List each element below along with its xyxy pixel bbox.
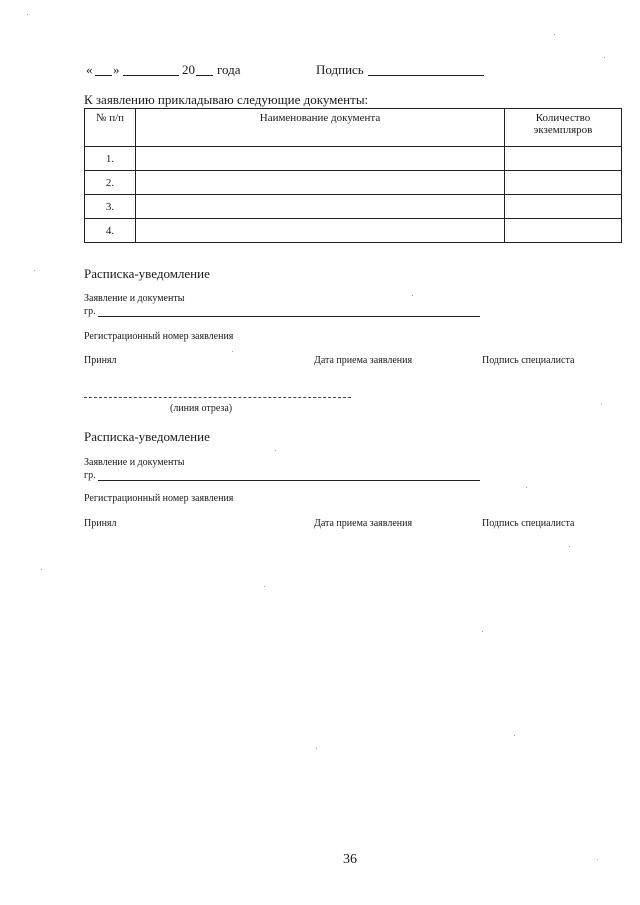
row-count[interactable] xyxy=(505,219,622,243)
header-number: № п/п xyxy=(85,109,136,147)
attachments-table xyxy=(84,108,622,243)
docs-label: Заявление и документы xyxy=(84,457,185,468)
cut-line-label: (линия отреза) xyxy=(170,403,233,414)
row-count[interactable] xyxy=(505,171,622,195)
specialist-signature-label: Подпись специалиста xyxy=(482,518,575,529)
quote-close: » xyxy=(113,62,120,77)
citizen-prefix: гр. xyxy=(84,470,96,481)
year-blank[interactable] xyxy=(196,75,213,76)
reg-number-label: Регистрационный номер заявления xyxy=(84,493,234,504)
month-blank[interactable] xyxy=(123,75,179,76)
day-blank[interactable] xyxy=(95,75,112,76)
receipt-title: Расписка-уведомление xyxy=(84,266,210,281)
row-doc-name[interactable] xyxy=(136,147,505,171)
row-doc-name[interactable] xyxy=(136,195,505,219)
row-number: 4. xyxy=(85,219,136,243)
table-row xyxy=(85,219,622,243)
reg-number-label: Регистрационный номер заявления xyxy=(84,331,234,342)
row-count[interactable] xyxy=(505,147,622,171)
date-received-label: Дата приема заявления xyxy=(314,355,413,366)
signature-label: Подпись xyxy=(316,62,364,77)
year-suffix: года xyxy=(217,62,241,77)
table-header-row xyxy=(85,109,622,147)
row-doc-name[interactable] xyxy=(136,171,505,195)
citizen-name-blank[interactable] xyxy=(98,480,480,481)
cut-line xyxy=(84,397,351,398)
row-number: 1. xyxy=(85,147,136,171)
quote-open: « xyxy=(86,62,93,77)
specialist-signature-label: Подпись специалиста xyxy=(482,355,575,366)
row-number: 2. xyxy=(85,171,136,195)
page-number: 36 xyxy=(343,852,357,867)
header-doc-name: Наименование документа xyxy=(136,109,505,147)
accepted-label: Принял xyxy=(84,518,117,529)
row-number: 3. xyxy=(85,195,136,219)
citizen-name-blank[interactable] xyxy=(98,316,480,317)
table-row xyxy=(85,147,622,171)
table-row xyxy=(85,195,622,219)
citizen-prefix: гр. xyxy=(84,306,96,317)
row-doc-name[interactable] xyxy=(136,219,505,243)
docs-label: Заявление и документы xyxy=(84,293,185,304)
signature-blank[interactable] xyxy=(368,75,484,76)
row-count[interactable] xyxy=(505,195,622,219)
accepted-label: Принял xyxy=(84,355,117,366)
attachments-heading: К заявлению прикладываю следующие документы: xyxy=(84,92,369,107)
table-row xyxy=(85,171,622,195)
year-prefix: 20 xyxy=(182,62,195,77)
date-received-label: Дата приема заявления xyxy=(314,518,413,529)
header-count: Количество экземпляров xyxy=(505,109,622,147)
receipt-title: Расписка-уведомление xyxy=(84,429,210,444)
